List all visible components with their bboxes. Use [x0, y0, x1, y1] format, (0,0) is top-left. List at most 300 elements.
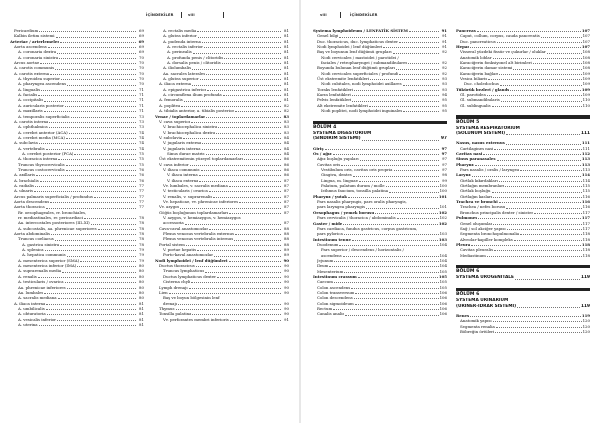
- leader-dots: [477, 31, 581, 32]
- page-number: 105: [439, 268, 447, 274]
- page-number: 103: [438, 236, 447, 242]
- entry-title: Anatomik loblar: [460, 54, 492, 60]
- page-number: 79: [139, 257, 144, 263]
- entry-title: A. ulnaris: [14, 188, 33, 194]
- page-number: 112: [581, 151, 590, 157]
- page-number: 69: [138, 38, 144, 44]
- toc-entry[interactable]: [456, 253, 590, 258]
- entry-title: A. sacralis mediana: [18, 295, 57, 301]
- leader-dots: [67, 288, 136, 289]
- page-number: 104: [439, 263, 447, 269]
- entry-title: Ileum: [317, 263, 329, 269]
- entry-title: A. radialis: [14, 182, 35, 188]
- page-number: 105: [439, 284, 447, 290]
- leader-dots: [56, 37, 136, 38]
- page-number: 116: [581, 199, 590, 205]
- leader-dots: [49, 122, 136, 123]
- page-number: 70: [139, 76, 144, 82]
- page-number: 81: [284, 44, 289, 50]
- page-number: 109: [582, 70, 590, 76]
- leader-dots: [66, 138, 136, 139]
- entry-title: Pars nasalis pharyngis, pars oralis pharyngis,: [317, 199, 407, 205]
- chapter-title[interactable]: [456, 304, 590, 309]
- leader-dots: [39, 325, 136, 326]
- entry-title: A. epigastrica inferior: [163, 86, 207, 92]
- toc-column-1: [10, 28, 144, 327]
- entry-title: V. renalis, v. suprarenalis: [163, 193, 213, 199]
- leader-dots: [389, 192, 438, 193]
- page-number: 83: [284, 129, 289, 135]
- page-number: 120: [582, 323, 590, 329]
- toc-entry[interactable]: [155, 317, 289, 322]
- leader-dots: [197, 250, 281, 251]
- entry-title: A. pudenda interna: [163, 38, 201, 44]
- entry-title: Vv. lumbales, v. sacralis mediana: [163, 182, 228, 188]
- page-number: 81: [284, 76, 289, 82]
- page-number: 73: [139, 113, 144, 119]
- entry-title: Boyunda bulunan lenf düğümü grupları: [317, 65, 395, 71]
- leader-dots: [370, 79, 439, 80]
- page-number: 88: [284, 225, 289, 231]
- entry-title: Karın lenfatikleri: [317, 92, 351, 98]
- entry-title: A. subcostalis, aa. phrenicae superiores: [18, 225, 97, 231]
- leader-dots: [34, 191, 136, 192]
- leader-dots: [500, 85, 582, 86]
- leader-dots: [333, 154, 439, 155]
- page-number: 89: [284, 247, 289, 253]
- toc-column-3: [313, 28, 447, 317]
- leader-dots: [202, 149, 281, 150]
- entry-title: Truncus costocervicalis: [18, 166, 65, 172]
- toc-entry[interactable]: [456, 103, 590, 108]
- entry-title: Pharynx: [456, 161, 474, 167]
- page-number: 69: [139, 49, 144, 55]
- entry-title: A. vesicalis inferior: [18, 316, 57, 322]
- page-number: 78: [139, 225, 144, 231]
- page-number: 86: [284, 172, 289, 178]
- page-number: 80: [139, 279, 144, 285]
- entry-title: Böbreğin örtüleri: [460, 328, 495, 334]
- entry-title: Nodi lymphoidei / lenf düğümleri: [317, 44, 383, 50]
- entry-title: Pancreas: [456, 28, 476, 33]
- entry-title: Gingiva, dentes: [321, 172, 352, 178]
- entry-title: A. thoracica interna: [18, 156, 58, 162]
- page-number: 87: [284, 177, 289, 183]
- leader-dots: [354, 298, 439, 299]
- toc-entry[interactable]: [10, 322, 144, 327]
- leader-dots: [506, 134, 580, 135]
- leader-dots: [207, 90, 281, 91]
- entry-title: Pulmones: [456, 215, 478, 221]
- entry-title: Colon sigmoideum: [317, 300, 354, 306]
- entry-title: Lien: [159, 289, 168, 295]
- page-number: 108: [582, 65, 590, 71]
- leader-dots: [333, 309, 438, 310]
- leader-dots: [494, 250, 581, 251]
- page-number: 118: [581, 241, 590, 247]
- leader-dots: [59, 58, 136, 59]
- page-number: 74: [139, 145, 144, 151]
- entry-title: Pars superior / descendens / horizontalis /: [321, 247, 404, 253]
- right-page-number: viii: [320, 13, 327, 17]
- entry-title: A. carotis communis: [14, 65, 55, 71]
- leader-dots: [66, 170, 136, 171]
- page-number: 106: [439, 295, 447, 301]
- entry-title: V. cava inferior: [159, 161, 189, 167]
- leader-dots: [41, 90, 136, 91]
- leader-dots: [501, 101, 582, 102]
- entry-title: A. occipitalis: [18, 97, 44, 103]
- entry-title: Kalbin iletim sistemi: [14, 33, 55, 39]
- page-number: 119: [581, 275, 590, 281]
- page-number: 91: [284, 316, 289, 322]
- entry-title: Vesica biliaris: [460, 76, 488, 82]
- chapter-heading: [456, 288, 590, 309]
- page-number: 74: [139, 129, 144, 135]
- entry-title: Visseral yüzdeki fissür ve çukurlar / oluklar: [460, 49, 546, 55]
- leader-dots: [499, 202, 581, 203]
- page-number: 100: [439, 183, 447, 189]
- page-number: 109: [582, 92, 590, 98]
- leader-dots: [515, 279, 580, 280]
- page-number: 70: [139, 60, 144, 66]
- toc-entry[interactable]: [313, 108, 447, 113]
- page-number: 86: [284, 156, 289, 162]
- chapter-title[interactable]: [456, 275, 590, 280]
- entry-title: Trachea ve bronchi: [456, 199, 498, 205]
- page-number: 82: [284, 108, 289, 114]
- entry-title: A. mesenterica inferior (IMA): [18, 263, 77, 269]
- entry-title: Vestibulum oris, cavitas oris propria: [321, 167, 393, 173]
- entry-title: Nodi lymphoidei / lenf düğümleri: [155, 257, 228, 263]
- leader-dots: [534, 213, 581, 214]
- entry-title: A. poplitea: [159, 102, 181, 108]
- leader-dots: [189, 288, 281, 289]
- leader-dots: [495, 332, 581, 333]
- page-number: 97: [441, 136, 447, 142]
- entry-title: Baş ve boyunun lenf düğümü grupları: [317, 49, 392, 55]
- entry-title: V. iliaca externa: [167, 177, 199, 183]
- entry-title: Truncus coeliacus: [18, 236, 54, 242]
- entry-title: A. coronaria dextra: [18, 49, 57, 55]
- leader-dots: [58, 159, 136, 160]
- leader-dots: [393, 53, 439, 54]
- entry-title: pars laryngea pharyngis: [317, 204, 365, 210]
- entry-title: V. azygos, v. hemiazygos, v. hemiazygos: [163, 215, 241, 221]
- leader-dots: [369, 106, 439, 107]
- leader-dots: [520, 234, 581, 235]
- page-number: 109: [582, 81, 590, 87]
- right-header-divider: [340, 12, 341, 18]
- page-number: 119: [581, 312, 590, 318]
- entry-title: Bronchus principalis dexter / sinister: [460, 209, 534, 215]
- entry-title: Giriş: [313, 145, 324, 151]
- entry-title: A. renalis: [18, 273, 37, 279]
- entry-title: V. cava superior: [159, 118, 191, 124]
- leader-dots: [183, 138, 281, 139]
- toc-entry[interactable]: [456, 329, 590, 334]
- page-number: 93: [442, 86, 447, 92]
- page-number: 118: [582, 247, 590, 253]
- page-number: 81: [284, 54, 289, 60]
- page-number: 81: [284, 49, 289, 55]
- leader-dots: [209, 229, 281, 230]
- entry-title: Canalis analis: [317, 311, 345, 317]
- leader-dots: [80, 261, 136, 262]
- entry-title: A. auricularis posterior: [18, 102, 64, 108]
- page-number: 108: [582, 60, 590, 66]
- chapter-title[interactable]: [456, 131, 590, 136]
- page-number: 71: [139, 86, 144, 92]
- entry-title: Trachea / nefes borusu: [460, 204, 506, 210]
- page-number: 104: [439, 252, 447, 258]
- entry-title: Portal sistem: [159, 241, 185, 247]
- leader-dots: [329, 266, 438, 267]
- leader-dots: [493, 224, 581, 225]
- entry-title: A. subclavia: [14, 140, 38, 146]
- page-number: 86: [284, 166, 289, 172]
- page-number: 78: [139, 215, 144, 221]
- leader-dots: [217, 277, 281, 278]
- entry-title: Sinus paranasales: [456, 156, 496, 162]
- page-number: 78: [139, 231, 144, 237]
- entry-title: Aa. phrenicae inferiores: [18, 284, 66, 290]
- entry-title: Truncus thyrocervicalis: [18, 161, 65, 167]
- chapter-title[interactable]: [313, 136, 447, 141]
- leader-dots: [60, 245, 136, 246]
- leader-dots: [184, 101, 281, 102]
- leader-dots: [47, 314, 136, 315]
- entry-title: Üst ekstremite lenfatikleri: [317, 76, 370, 82]
- page-number: 113: [581, 161, 590, 167]
- page-number: 105: [438, 273, 447, 279]
- leader-dots: [192, 69, 281, 70]
- page-number: 71: [139, 102, 144, 108]
- page-number: 90: [284, 268, 289, 274]
- leader-dots: [344, 234, 439, 235]
- chapter-number: BÖLÜM 4: [313, 125, 337, 130]
- entry-title: Intestinum crassum: [313, 273, 357, 279]
- entry-title: V. portae hepatis: [163, 247, 197, 253]
- page-number: 113: [582, 167, 590, 173]
- leader-dots: [497, 42, 582, 43]
- entry-title: A. temporalis superficialis: [18, 113, 70, 119]
- leader-dots: [222, 63, 281, 64]
- page-number: 99: [442, 177, 447, 183]
- page-number: 90: [284, 263, 289, 269]
- page-number: 90: [284, 279, 289, 285]
- leader-dots: [218, 127, 281, 128]
- right-running-title: İÇİNDEKİLER: [350, 13, 378, 17]
- page-number: 81: [284, 97, 289, 103]
- entry-title: Truncus lymphaticus: [163, 268, 205, 274]
- entry-title: Segmenta renalia: [460, 323, 495, 329]
- page-number: 77: [139, 182, 144, 188]
- entry-title: Arteriae / arterlemeler: [10, 38, 60, 44]
- leader-dots: [206, 117, 281, 118]
- page-number: 87: [284, 204, 289, 210]
- leader-dots: [40, 181, 136, 182]
- leader-dots: [57, 320, 136, 321]
- leader-dots: [496, 327, 582, 328]
- leader-dots: [366, 208, 439, 209]
- entry-title: Rr. oesophageales, rr. bronchiales,: [18, 209, 87, 215]
- page-number: 81: [139, 316, 144, 322]
- chapter-heading: [313, 121, 447, 142]
- entry-title: Sağ / sol akciğer yapısı: [460, 225, 506, 231]
- entry-title: Pleura: [456, 241, 471, 247]
- page-number: 81: [139, 305, 144, 311]
- leader-dots: [77, 266, 136, 267]
- entry-title: A. hepatica communis: [22, 252, 66, 258]
- page-number: 91: [442, 38, 447, 44]
- leader-dots: [186, 245, 281, 246]
- page-number: 108: [582, 49, 590, 55]
- entry-title: Arcus aortae: [14, 60, 40, 66]
- leader-dots: [352, 240, 438, 241]
- chapter-title-text: SYSTEMA URINARIUM: [456, 298, 509, 304]
- page-number: 114: [581, 172, 590, 178]
- entry-title: V. brachiocephalica dextra: [163, 129, 216, 135]
- page-number: 108: [582, 54, 590, 60]
- leader-dots: [40, 63, 136, 64]
- page-number: 88: [284, 231, 289, 237]
- page-number: 69: [139, 44, 144, 50]
- page-number: 79: [139, 247, 144, 253]
- leader-dots: [202, 143, 281, 144]
- page-number: 91: [442, 33, 447, 39]
- entry-title: Karaciğerin bağları: [460, 70, 499, 76]
- leader-dots: [358, 277, 438, 278]
- entry-title: Karaciğerin damar sistemi: [460, 65, 513, 71]
- page-number: 70: [139, 65, 144, 71]
- chapter-number: BÖLÜM 6: [456, 292, 480, 298]
- entry-title: Duc. pancreaticus: [460, 38, 496, 44]
- entry-title: Oesophagus / yemek borusu: [313, 209, 375, 215]
- leader-dots: [510, 90, 581, 91]
- leader-dots: [375, 213, 438, 214]
- entry-title: V. jugularis interna: [163, 145, 201, 151]
- leader-dots: [493, 321, 582, 322]
- entry-title: Rectum: [317, 306, 333, 311]
- leader-dots: [505, 186, 581, 187]
- page-number: 84: [284, 134, 289, 140]
- entry-title: Pharynx / yutak: [313, 193, 347, 199]
- leader-dots: [67, 85, 136, 86]
- entry-title: Sinus durae matris: [167, 150, 205, 156]
- leader-dots: [399, 42, 439, 43]
- entry-title: pars pylorica: [317, 231, 343, 237]
- leader-dots: [214, 256, 281, 257]
- page-number: 110: [582, 102, 590, 108]
- entry-title: A. testicularis / ovarica: [18, 279, 64, 285]
- page-number: 95: [442, 102, 447, 108]
- page-number: 73: [139, 124, 144, 130]
- leader-dots: [409, 31, 439, 32]
- leader-dots: [487, 256, 582, 257]
- page-number: 117: [581, 215, 590, 221]
- page-number: 77: [139, 204, 144, 210]
- leader-dots: [341, 165, 439, 166]
- entry-title: Jejunum: [317, 257, 334, 263]
- leader-dots: [181, 106, 281, 107]
- leader-dots: [46, 208, 136, 209]
- leader-dots: [200, 79, 281, 80]
- leader-dots: [470, 316, 581, 317]
- page-number: 97: [442, 156, 447, 162]
- page-number: 114: [582, 177, 590, 183]
- page-number: 77: [139, 193, 144, 199]
- entry-title: Aorta ascendens: [14, 44, 47, 50]
- leader-dots: [493, 58, 582, 59]
- entry-title: Girtlağın membranları: [460, 183, 505, 189]
- leader-dots: [91, 224, 136, 225]
- page-number: 102: [438, 209, 447, 215]
- leader-dots: [355, 304, 439, 305]
- entry-title: rr. mediastinales, rr. pericardiaci: [18, 215, 83, 221]
- page-number: 78: [139, 241, 144, 247]
- leader-dots: [492, 192, 582, 193]
- page-number: 111: [581, 140, 590, 146]
- toc-entry[interactable]: [313, 311, 447, 316]
- entry-title: A. umbilicalis: [18, 305, 45, 311]
- leader-dots: [224, 58, 281, 59]
- page-number: 81: [284, 28, 289, 33]
- page-number: 106: [439, 306, 447, 311]
- entry-title: Duodenum: [317, 241, 339, 247]
- entry-title: Göğüs boşluğunun toplardamarları: [159, 209, 229, 215]
- left-page-number: viii: [188, 13, 195, 17]
- chapter-title-text: (SİNDİRİM SİSTEMİ): [313, 136, 361, 142]
- page-number: 76: [139, 172, 144, 178]
- leader-dots: [235, 234, 281, 235]
- page-number: 71: [139, 92, 144, 98]
- page-number: 81: [284, 70, 289, 76]
- entry-title: Anatomik yapısı: [460, 318, 492, 324]
- leader-dots: [205, 272, 281, 273]
- chapter-title-text: SYSTEMA UROGENITALE: [456, 275, 514, 281]
- leader-dots: [239, 202, 281, 203]
- page-number: 84: [284, 145, 289, 151]
- page-number: 101: [438, 193, 447, 199]
- chapter-heading: [456, 265, 590, 281]
- page-number: 74: [139, 134, 144, 140]
- entry-title: Gl. sublingualis: [460, 102, 491, 108]
- leader-dots: [74, 154, 136, 155]
- left-running-title: İÇİNDEKİLER: [146, 13, 174, 17]
- page-number: 97: [442, 161, 447, 167]
- entry-title: Ductus lymphaticus dexter: [163, 273, 216, 279]
- page-number: 90: [284, 300, 289, 306]
- entry-title: Mediastinum: [460, 252, 486, 258]
- leader-dots: [39, 31, 136, 32]
- page-number: 80: [139, 284, 144, 290]
- page-number: 118: [582, 231, 590, 237]
- leader-dots: [191, 282, 281, 283]
- entry-title: Alt ekstremite lenfatikleri: [317, 102, 368, 108]
- leader-dots: [334, 261, 438, 262]
- page-number: 84: [284, 140, 289, 146]
- page-number: 82: [284, 102, 289, 108]
- entry-title: Mesenterium: [317, 268, 344, 274]
- entry-title: A. ophthalmica: [18, 124, 48, 130]
- page-number: 109: [582, 76, 590, 82]
- leader-dots: [44, 101, 136, 102]
- entry-title: Plexus venosus vertebralis externus: [163, 231, 235, 237]
- leader-dots: [547, 53, 582, 54]
- entry-title: Venae / toplardamarlar: [155, 113, 206, 119]
- chapter-title-text: SYSTEMA DIGESTORIUM: [313, 131, 372, 136]
